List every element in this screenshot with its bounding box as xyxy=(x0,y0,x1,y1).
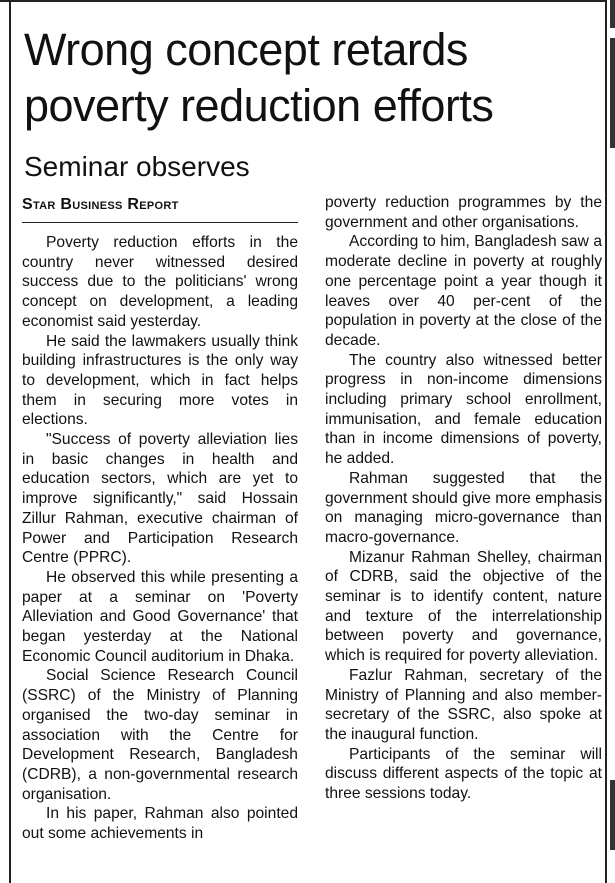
edge-mark xyxy=(610,780,615,850)
article-column-right xyxy=(325,193,602,804)
paragraph: He observed this while presenting a paper at a seminar on 'Poverty Alleviation and Good Governance' that began yesterday at the National Economic Council auditorium in Dhaka. xyxy=(22,568,298,665)
paragraph: Social Science Research Council (SSRC) of the Ministry of Planning organised the two-day seminar in association with the Centre for Development Research, Bangladesh (CDRB), a non-governmental research organisation. xyxy=(22,667,298,803)
paragraph: Mizanur Rahman Shelley, chairman of CDRB, said the objective of the seminar is to identify content, nature and texture of the interrelationship between poverty and governance, which is required for poverty alleviation. xyxy=(325,548,602,665)
edge-mark xyxy=(610,38,615,148)
paragraph: In his paper, Rahman also pointed out some achievements in xyxy=(22,805,298,843)
article-headline: Wrong concept retards poverty reduction efforts xyxy=(24,24,494,131)
clipping-border-left xyxy=(9,0,11,883)
paragraph: Participants of the seminar will discuss different aspects of the topic at three sessions today. xyxy=(325,745,602,803)
paragraph-continued: poverty reduction programmes by the government and other organisations. xyxy=(325,194,602,231)
paragraph: He said the lawmakers usually think building infrastructures is the only way to development, which in fact helps them in securing more votes in elections. xyxy=(22,332,298,429)
paragraph: Fazlur Rahman, secretary of the Ministry of Planning and also member-secretary of the SSRC, also spoke at the inaugural function. xyxy=(325,666,602,743)
clipping-border-right xyxy=(605,0,607,883)
paragraph: According to him, Bangladesh saw a moderate decline in poverty at roughly one percentage point a year though it leaves over 40 per-cent of the population in poverty at the close of the decade. xyxy=(325,233,602,349)
paragraph: Rahman suggested that the government should give more emphasis on managing micro-governance than macro-governance. xyxy=(325,469,602,546)
article-subheadline: Seminar observes xyxy=(24,151,250,182)
paragraph: Poverty reduction efforts in the country never witnessed desired success due to the politicians' wrong concept on development, a leading economist said yesterday. xyxy=(22,234,298,330)
clipping-border-top xyxy=(0,0,607,2)
article-byline: Star Business Report xyxy=(22,196,179,213)
paragraph: The country also witnessed better progress in non-income dimensions including primary school enrollment, immunisation, and female education than in income dimensions of poverty, he added. xyxy=(325,351,602,468)
byline-rule xyxy=(22,222,298,223)
article-column-left xyxy=(22,233,298,844)
edge-mark xyxy=(610,0,615,28)
paragraph: "Success of poverty alleviation lies in basic changes in health and education sectors, which are yet to improve significantly," said Hossain Zillur Rahman, executive chairman of Power and Participation Research Centre (PPRC). xyxy=(22,431,298,567)
